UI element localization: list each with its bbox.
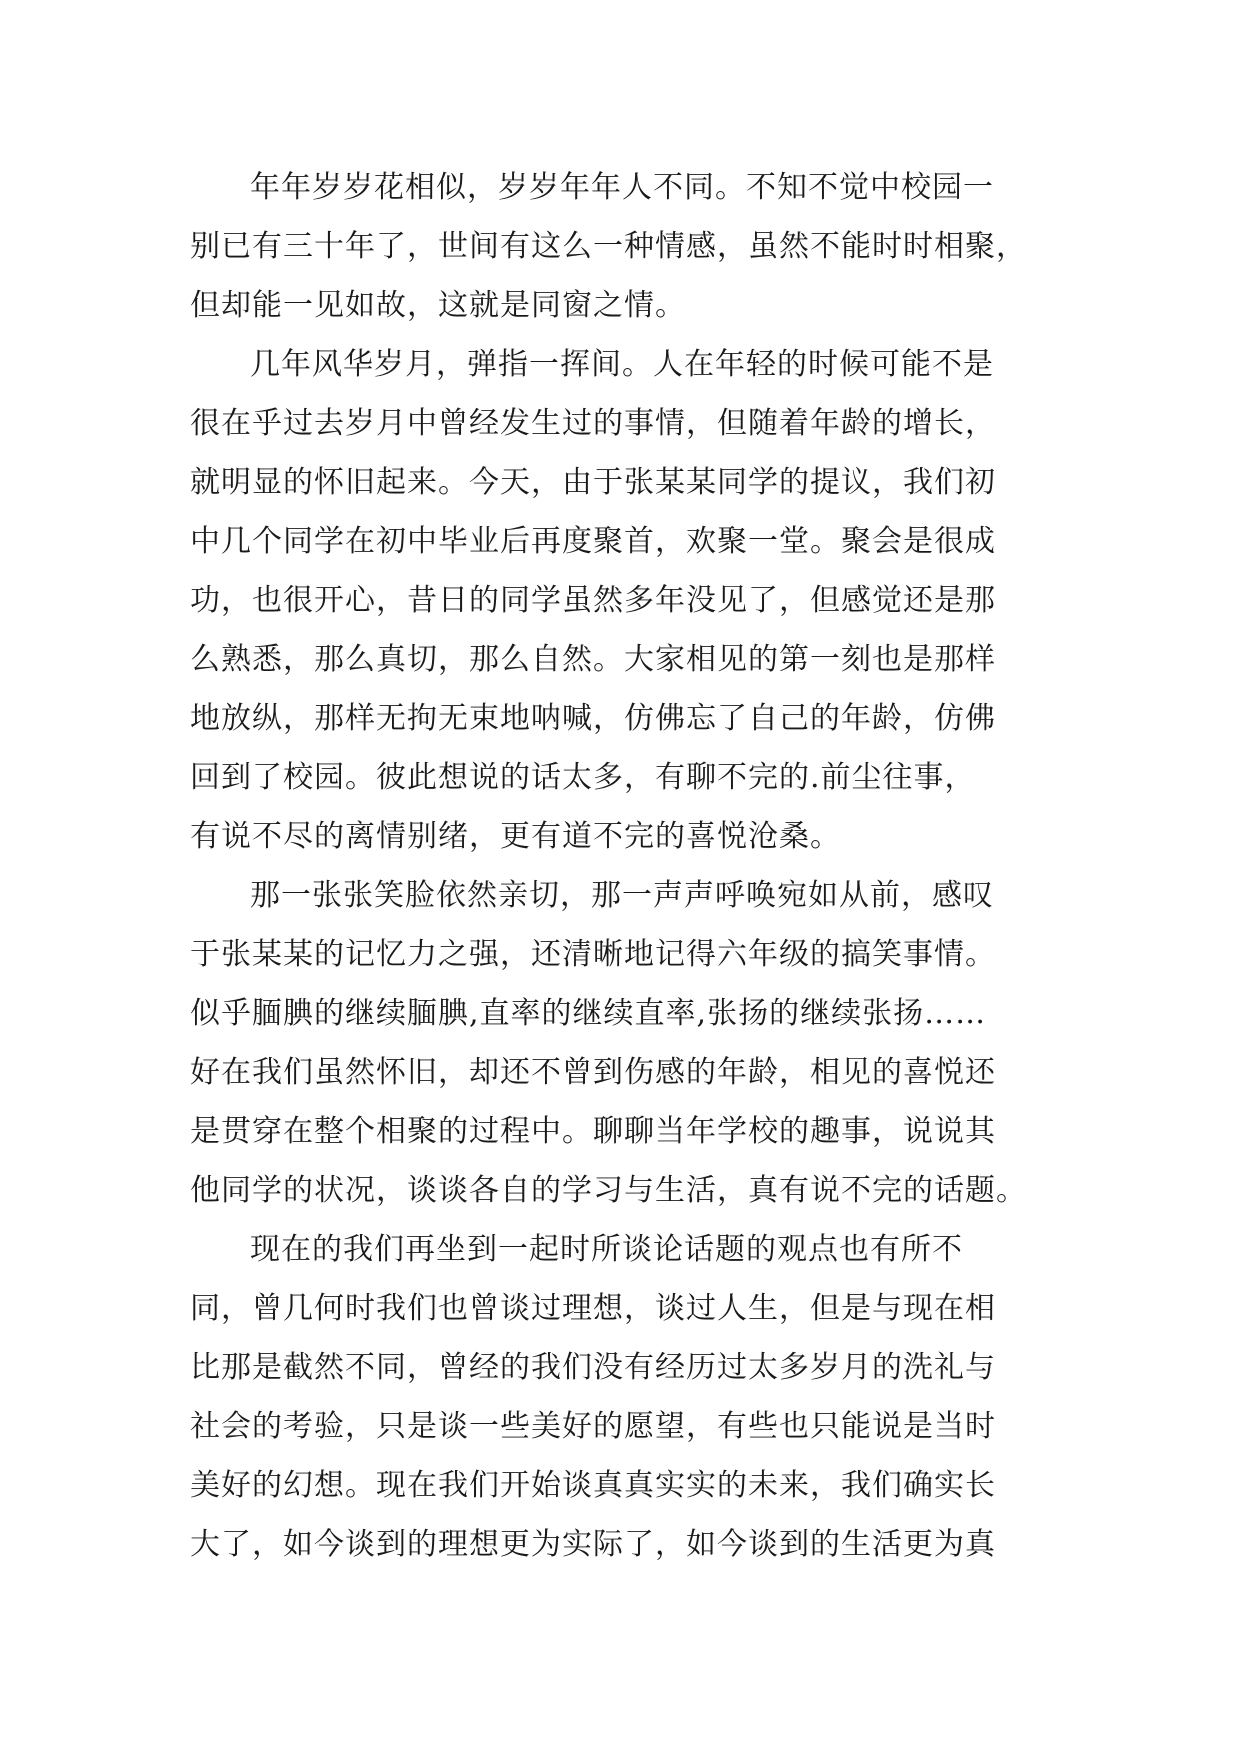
paragraph-2 — [190, 335, 1070, 866]
text-line: 中几个同学在初中毕业后再度聚首，欢聚一堂。聚会是很成 — [190, 524, 996, 559]
text-line: 比那是截然不同，曾经的我们没有经历过太多岁月的洗礼与 — [190, 1350, 996, 1385]
text-line: 功，也很开心，昔日的同学虽然多年没见了，但感觉还是那 — [190, 583, 996, 618]
text-line: 于张某某的记忆力之强，还清晰地记得六年级的搞笑事情。 — [190, 937, 996, 972]
text-line: 几年风华岁月，弹指一挥间。人在年轻的时候可能不是 — [250, 347, 994, 382]
text-line: 年年岁岁花相似，岁岁年年人不同。不知不觉中校园一 — [250, 170, 994, 205]
text-line: 似乎腼腆的继续腼腆,直率的继续直率,张扬的继续张扬…… — [190, 996, 987, 1031]
text-line: 大了，如今谈到的理想更为实际了，如今谈到的生活更为真 — [190, 1527, 996, 1562]
text-line: 但却能一见如故，这就是同窗之情。 — [190, 288, 686, 323]
text-line: 他同学的状况，谈谈各自的学习与生活，真有说不完的话题。 — [190, 1173, 1027, 1208]
text-line: 回到了校园。彼此想说的话太多，有聊不完的.前尘往事， — [190, 760, 976, 795]
text-line: 同，曾几何时我们也曾谈过理想，谈过人生，但是与现在相 — [190, 1291, 996, 1326]
text-line: 那一张张笑脸依然亲切，那一声声呼唤宛如从前，感叹 — [250, 878, 994, 913]
text-line: 很在乎过去岁月中曾经发生过的事情，但随着年龄的增长， — [190, 406, 996, 441]
text-line: 现在的我们再坐到一起时所谈论话题的观点也有所不 — [250, 1232, 963, 1267]
text-line: 社会的考验，只是谈一些美好的愿望，有些也只能说是当时 — [190, 1409, 996, 1444]
text-line: 地放纵，那样无拘无束地呐喊，仿佛忘了自己的年龄，仿佛 — [190, 701, 996, 736]
paragraph-1 — [190, 158, 1070, 335]
text-line: 别已有三十年了，世间有这么一种情感，虽然不能时时相聚， — [190, 229, 1027, 264]
text-line: 是贯穿在整个相聚的过程中。聊聊当年学校的趣事，说说其 — [190, 1114, 996, 1149]
document-body — [190, 158, 1070, 1574]
text-line: 么熟悉，那么真切，那么自然。大家相见的第一刻也是那样 — [190, 642, 996, 677]
paragraph-3 — [190, 866, 1070, 1220]
text-line: 好在我们虽然怀旧，却还不曾到伤感的年龄，相见的喜悦还 — [190, 1055, 996, 1090]
paragraph-4 — [190, 1220, 1070, 1574]
text-line: 有说不尽的离情别绪，更有道不完的喜悦沧桑。 — [190, 819, 841, 854]
text-line: 美好的幻想。现在我们开始谈真真实实的未来，我们确实长 — [190, 1468, 996, 1503]
text-line: 就明显的怀旧起来。今天，由于张某某同学的提议，我们初 — [190, 465, 996, 500]
